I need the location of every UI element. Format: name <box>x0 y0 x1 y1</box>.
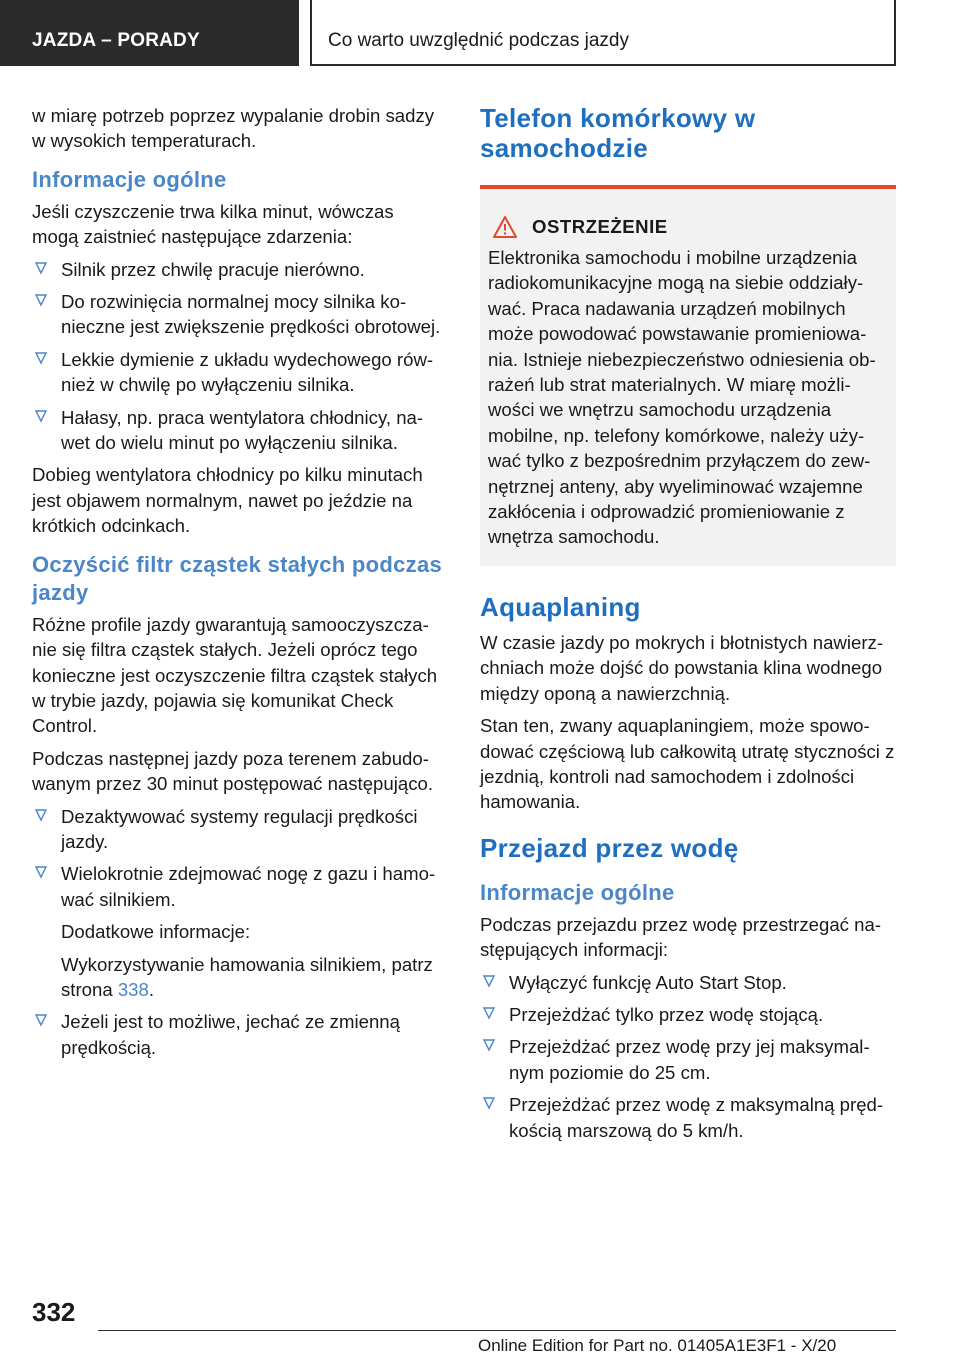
sub-paragraph: Dodatkowe informacje: <box>61 921 251 943</box>
general-paragraph: Jeśli czyszczenie trwa kilka minut, wówczas mogą zaistnieć następujące zdarzenia: <box>32 200 394 248</box>
list-item: Lekkie dymienie z układu wydechowego również w chwilę po wyłączeniu silnika. <box>32 347 444 398</box>
aqua-paragraph-1: W czasie jazdy po mokrych i błotnistych nawierzchniach może dojść do powstania klina wodnego między oponą a nawierzchnią. <box>480 631 884 704</box>
water-paragraph: Podczas przejazdu przez wodę przestrzegać następujących informacji: <box>480 913 882 961</box>
section-label: JAZDA – PORADY <box>0 0 299 66</box>
list-item: Wyłączyć funkcję Auto Start Stop. <box>480 970 896 995</box>
right-column <box>480 103 896 1150</box>
general-list <box>32 257 444 456</box>
triangle-bullet-icon <box>34 261 48 275</box>
filter-list <box>32 804 444 1061</box>
list-item: Dezaktywować systemy regulacji prędkości jazdy. <box>32 804 444 855</box>
edition-note: Online Edition for Part no. 01405A1E3F1 - X/20 <box>478 1336 837 1355</box>
page-reference-link[interactable]: 338 <box>117 978 149 1000</box>
warning-header <box>488 215 886 239</box>
page-header <box>0 0 960 66</box>
list-item: Silnik przez chwilę pracuje nierówno. <box>32 257 444 282</box>
warning-box <box>480 185 896 566</box>
triangle-bullet-icon <box>34 409 48 423</box>
triangle-bullet-icon <box>34 808 48 822</box>
filter-paragraph-2: Podczas następnej jazdy poza terenem zabudowanym przez 30 minut postępować następująco. <box>32 747 434 795</box>
heading-aquaplaning: Aquaplaning <box>480 591 641 622</box>
chapter-title: Co warto uwzględnić podczas jazdy <box>310 0 896 66</box>
filter-paragraph-1: Różne profile jazdy gwarantują samooczyszczanie się filtra cząstek stałych. Jeżeli oprócz tego konieczne jest oczyszczenie filtra cząstek stałych w trybie jazdy, pojawia się komunikat Check Control. <box>32 613 438 737</box>
triangle-bullet-icon <box>482 1038 496 1052</box>
footer-divider <box>98 1330 896 1331</box>
list-item: Do rozwinięcia normalnej mocy silnika konieczne jest zwiększenie prędkości obrotowej. <box>32 289 444 340</box>
left-column <box>32 103 444 1067</box>
triangle-bullet-icon <box>34 351 48 365</box>
triangle-bullet-icon <box>482 1096 496 1110</box>
triangle-bullet-icon <box>34 1013 48 1027</box>
triangle-bullet-icon <box>482 974 496 988</box>
heading-water-general: Informacje ogólne <box>480 879 675 905</box>
list-item: Jeżeli jest to możliwe, jechać ze zmienną prędkością. <box>32 1009 444 1060</box>
triangle-bullet-icon <box>482 1006 496 1020</box>
triangle-bullet-icon <box>34 293 48 307</box>
list-item: Przejeżdżać tylko przez wodę stojącą. <box>480 1002 896 1027</box>
fan-paragraph: Dobieg wentylatora chłodnicy po kilku minutach jest objawem normalnym, nawet po jeździe na krótkich odcinkach. <box>32 464 423 537</box>
warning-text: Elektronika samochodu i mobilne urządzenia radiokomunikacyjne mogą na siebie oddziaływać. Praca nadawania urządzeń mobilnych może powodować powstawanie promieniowania. Istnieje niebezpieczeństwo odniesienia obrażeń lub strat materialnych. W miarę możliwości we wnętrzu samochodu urządzenia mobilne, np. telefony komórkowe, należy używać tylko z bezpośrednim przyłączem do zewnętrznej anteny, aby wyeliminować wzajemne zakłócenia i odprowadzić promieniowanie z wnętrza samochodu. <box>488 247 876 548</box>
page-number: 332 <box>32 1297 76 1327</box>
list-item: Przejeżdżać przez wodę przy jej maksymalnym poziomie do 25 cm. <box>480 1034 896 1085</box>
heading-phone: Telefon komórkowy w samochodzie <box>480 103 756 163</box>
heading-filter: Oczyścić filtr cząstek stałych podczas jazdy <box>32 551 443 605</box>
intro-paragraph: w miarę potrzeb poprzez wypalanie drobin sadzy w wysokich temperaturach. <box>32 105 435 152</box>
heading-general-info: Informacje ogólne <box>32 166 227 192</box>
triangle-bullet-icon <box>34 865 48 879</box>
list-item: Hałasy, np. praca wentylatora chłodnicy, nawet do wielu minut po wyłączeniu silnika. <box>32 405 444 456</box>
list-item: Przejeżdżać przez wodę z maksymalną prędkością marszową do 5 km/h. <box>480 1092 896 1143</box>
heading-water-crossing: Przejazd przez wodę <box>480 832 739 863</box>
warning-triangle-icon <box>492 215 518 239</box>
sub-paragraph-reference: Wykorzystywanie hamowania silnikiem, patrz strona 338. <box>61 953 433 1000</box>
aqua-paragraph-2: Stan ten, zwany aquaplaningiem, może spowodować częściową lub całkowitą utratę styczności z jezdnią, kontroli nad samochodem i zdolności hamowania. <box>480 715 895 813</box>
warning-title: OSTRZEŻENIE <box>532 216 668 237</box>
water-list <box>480 970 896 1143</box>
list-item: Wielokrotnie zdejmować nogę z gazu i hamować silnikiem. Dodatkowe informacje: Wykorzystywanie hamowania silnikiem, patrz strona 338. <box>32 861 444 1002</box>
